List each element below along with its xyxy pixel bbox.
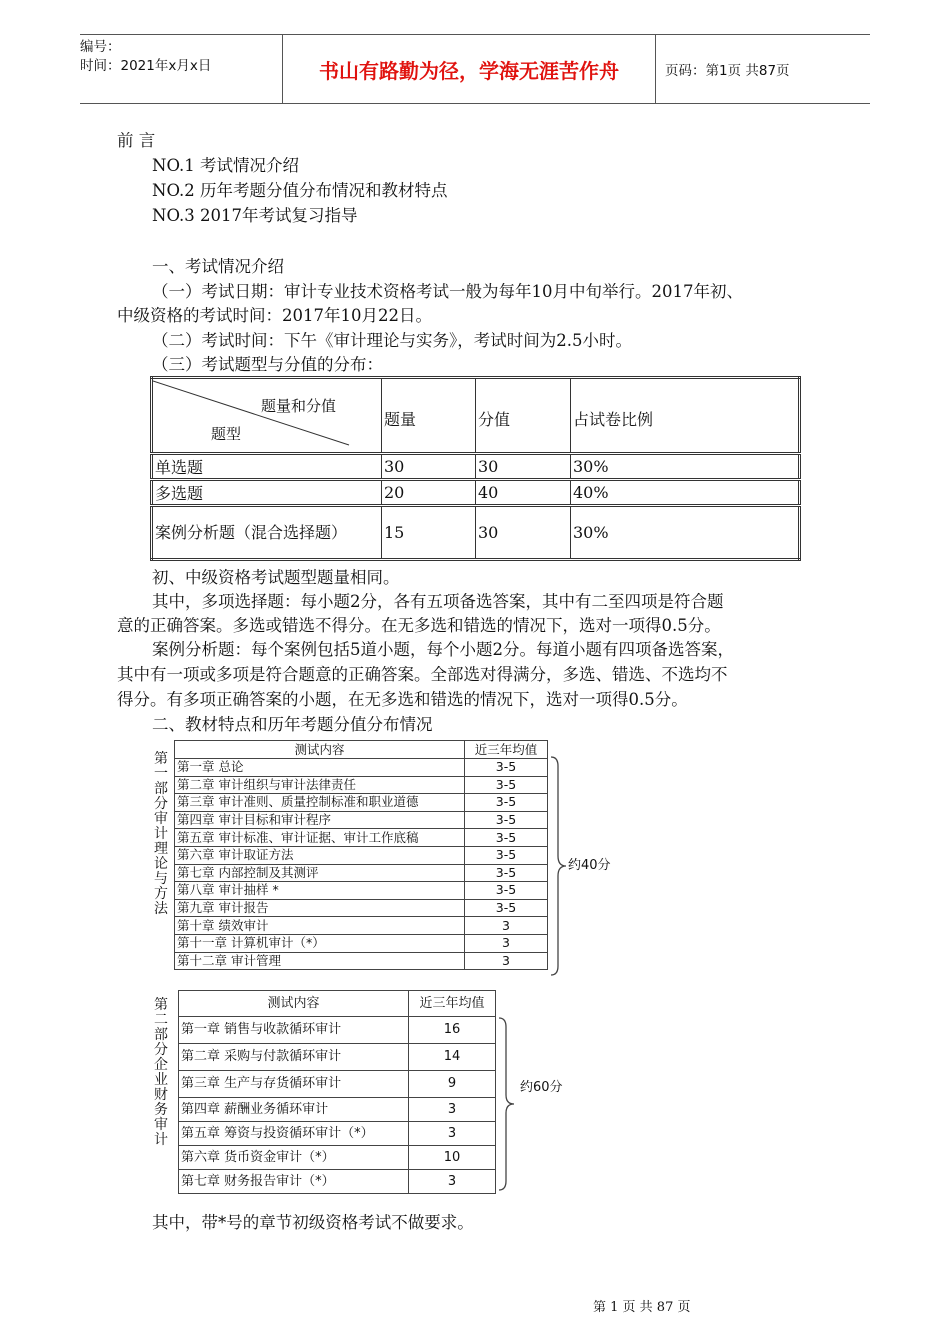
section1-heading: 一、考试情况介绍 [152, 257, 284, 276]
section1-p3: （三）考试题型与分值的分布： [152, 355, 383, 374]
part2-side-label: 第二部分 企业财务审计 [154, 997, 168, 1148]
chapter-value: 3-5 [465, 776, 548, 794]
chapter-name: 第四章 审计目标和审计程序 [175, 811, 465, 829]
chapter-name: 第十二章 审计管理 [175, 952, 465, 970]
table-row [175, 759, 548, 777]
row-ratio: 40% [571, 480, 800, 506]
row-type: 多选题 [152, 480, 382, 506]
row-type: 单选题 [152, 454, 382, 480]
chapter-name: 第二章 审计组织与审计法律责任 [175, 776, 465, 794]
table-row [152, 480, 800, 506]
chapter-value: 3 [409, 1098, 496, 1122]
chapter-value: 3 [465, 917, 548, 935]
chapter-name: 第十章 绩效审计 [175, 917, 465, 935]
table-row [175, 899, 548, 917]
corner-bottom-label: 题型 [211, 425, 242, 443]
document-header [80, 34, 870, 104]
table-row [175, 776, 548, 794]
section1-p1-line1: （一）考试日期：审计专业技术资格考试一般为每年10月中旬举行。2017年初、 [152, 282, 743, 301]
toc-title: 前 言 [117, 131, 156, 150]
header-page-code: 页码：第1页 共87页 [665, 63, 790, 79]
note-2-line2: 意的正确答案。多选或错选不得分。在无多选和错选的情况下，选对一项得0.5分。 [117, 616, 721, 635]
footnote: 其中，带*号的章节初级资格考试不做要求。 [152, 1213, 474, 1232]
chapter-name: 第六章 审计取证方法 [175, 846, 465, 864]
corner-top-label: 题量和分值 [261, 397, 337, 415]
table-row [175, 917, 548, 935]
part1-header-row [175, 741, 548, 759]
part1-header-content: 测试内容 [175, 741, 465, 759]
table-row [179, 1044, 496, 1071]
chapter-value: 3 [409, 1170, 496, 1194]
number-label: 编号： [80, 39, 121, 55]
table-row [175, 864, 548, 882]
row-count: 20 [382, 480, 476, 506]
chapter-name: 第七章 财务报告审计（*） [179, 1170, 409, 1194]
chapter-value: 3-5 [465, 864, 548, 882]
part1-side-label: 第一部分 审计理论与方法 [154, 751, 168, 917]
part2-header-row [179, 991, 496, 1017]
note-3-line3: 得分。有多项正确答案的小题，在无多选和错选的情况下，选对一项得0.5分。 [117, 690, 688, 709]
row-score: 40 [476, 480, 571, 506]
part2-total: 约60分 [520, 1080, 563, 1095]
toc-item-2: NO.2 历年考题分值分布情况和教材特点 [152, 181, 448, 200]
chapter-value: 3-5 [465, 899, 548, 917]
table-row [175, 846, 548, 864]
section1-p2: （二）考试时间：下午《审计理论与实务》，考试时间为2.5小时。 [152, 331, 632, 350]
header-meta [80, 35, 282, 106]
header-motto: 书山有路勤为径，学海无涯苦作舟 [282, 35, 656, 103]
chapter-name: 第七章 内部控制及其测评 [175, 864, 465, 882]
part1-chapter-table [174, 740, 548, 970]
table-row [152, 454, 800, 480]
part1-total: 约40分 [568, 858, 611, 873]
section1-p1-line2: 中级资格的考试时间：2017年10月22日。 [117, 306, 432, 325]
table-row [175, 794, 548, 812]
row-type: 案例分析题（混合选择题） [152, 506, 382, 560]
chapter-value: 3-5 [465, 829, 548, 847]
chapter-name: 第三章 生产与存货循环审计 [179, 1071, 409, 1098]
row-count: 30 [382, 454, 476, 480]
chapter-value: 3 [465, 952, 548, 970]
chapter-value: 14 [409, 1044, 496, 1071]
part1-header-value: 近三年均值 [465, 741, 548, 759]
row-count: 15 [382, 506, 476, 560]
chapter-name: 第四章 薪酬业务循环审计 [179, 1098, 409, 1122]
table-row [179, 1146, 496, 1170]
page-footer: 第 1 页 共 87 页 [593, 1300, 691, 1315]
chapter-value: 3-5 [465, 882, 548, 900]
chapter-value: 3 [465, 934, 548, 952]
chapter-name: 第五章 筹资与投资循环审计（*） [179, 1122, 409, 1146]
chapter-value: 3-5 [465, 759, 548, 777]
table-row [179, 1122, 496, 1146]
chapter-value: 3-5 [465, 811, 548, 829]
table-row [175, 952, 548, 970]
table-row [175, 934, 548, 952]
part2-header-content: 测试内容 [179, 991, 409, 1017]
exam-type-table [150, 376, 801, 561]
part2-header-value: 近三年均值 [409, 991, 496, 1017]
chapter-name: 第六章 货币资金审计（*） [179, 1146, 409, 1170]
row-ratio: 30% [571, 506, 800, 560]
table-row [179, 1170, 496, 1194]
section2-heading: 二、教材特点和历年考题分值分布情况 [152, 715, 433, 734]
note-1: 初、中级资格考试题型题量相同。 [152, 568, 400, 587]
part2-brace [498, 1017, 522, 1193]
chapter-name: 第八章 审计抽样 * [175, 882, 465, 900]
note-3-line1: 案例分析题：每个案例包括5道小题，每个小题2分。每道小题有四项备选答案， [152, 640, 734, 659]
table-row [175, 811, 548, 829]
exam-table-corner-cell [152, 378, 382, 454]
time-label: 时间：2021年x月x日 [80, 58, 212, 74]
chapter-name: 第九章 审计报告 [175, 899, 465, 917]
chapter-value: 16 [409, 1017, 496, 1044]
chapter-name: 第五章 审计标准、审计证据、审计工作底稿 [175, 829, 465, 847]
note-3-line2: 其中有一项或多项是符合题意的正确答案。全部选对得满分，多选、错选、不选均不 [117, 665, 728, 684]
part2-chapter-table [178, 990, 496, 1194]
corner-diagonal [153, 379, 383, 455]
chapter-name: 第二章 采购与付款循环审计 [179, 1044, 409, 1071]
chapter-value: 3-5 [465, 794, 548, 812]
table-row [175, 829, 548, 847]
table-row [179, 1071, 496, 1098]
row-score: 30 [476, 454, 571, 480]
chapter-name: 第三章 审计准则、质量控制标准和职业道德 [175, 794, 465, 812]
table-row [179, 1017, 496, 1044]
chapter-value: 3-5 [465, 846, 548, 864]
toc-item-1: NO.1 考试情况介绍 [152, 156, 299, 175]
table-row [179, 1098, 496, 1122]
chapter-name: 第一章 总论 [175, 759, 465, 777]
note-2-line1: 其中，多项选择题：每小题2分，各有五项备选答案，其中有二至四项是符合题 [152, 592, 724, 611]
table-row [152, 506, 800, 560]
table-row [175, 882, 548, 900]
header-count: 题量 [382, 378, 476, 454]
chapter-value: 10 [409, 1146, 496, 1170]
chapter-value: 3 [409, 1122, 496, 1146]
chapter-value: 9 [409, 1071, 496, 1098]
row-score: 30 [476, 506, 571, 560]
header-ratio: 占试卷比例 [571, 378, 800, 454]
chapter-name: 第一章 销售与收款循环审计 [179, 1017, 409, 1044]
toc-item-3: NO.3 2017年考试复习指导 [152, 206, 358, 225]
header-score: 分值 [476, 378, 571, 454]
row-ratio: 30% [571, 454, 800, 480]
chapter-name: 第十一章 计算机审计（*） [175, 934, 465, 952]
exam-table-header-row [152, 378, 800, 454]
